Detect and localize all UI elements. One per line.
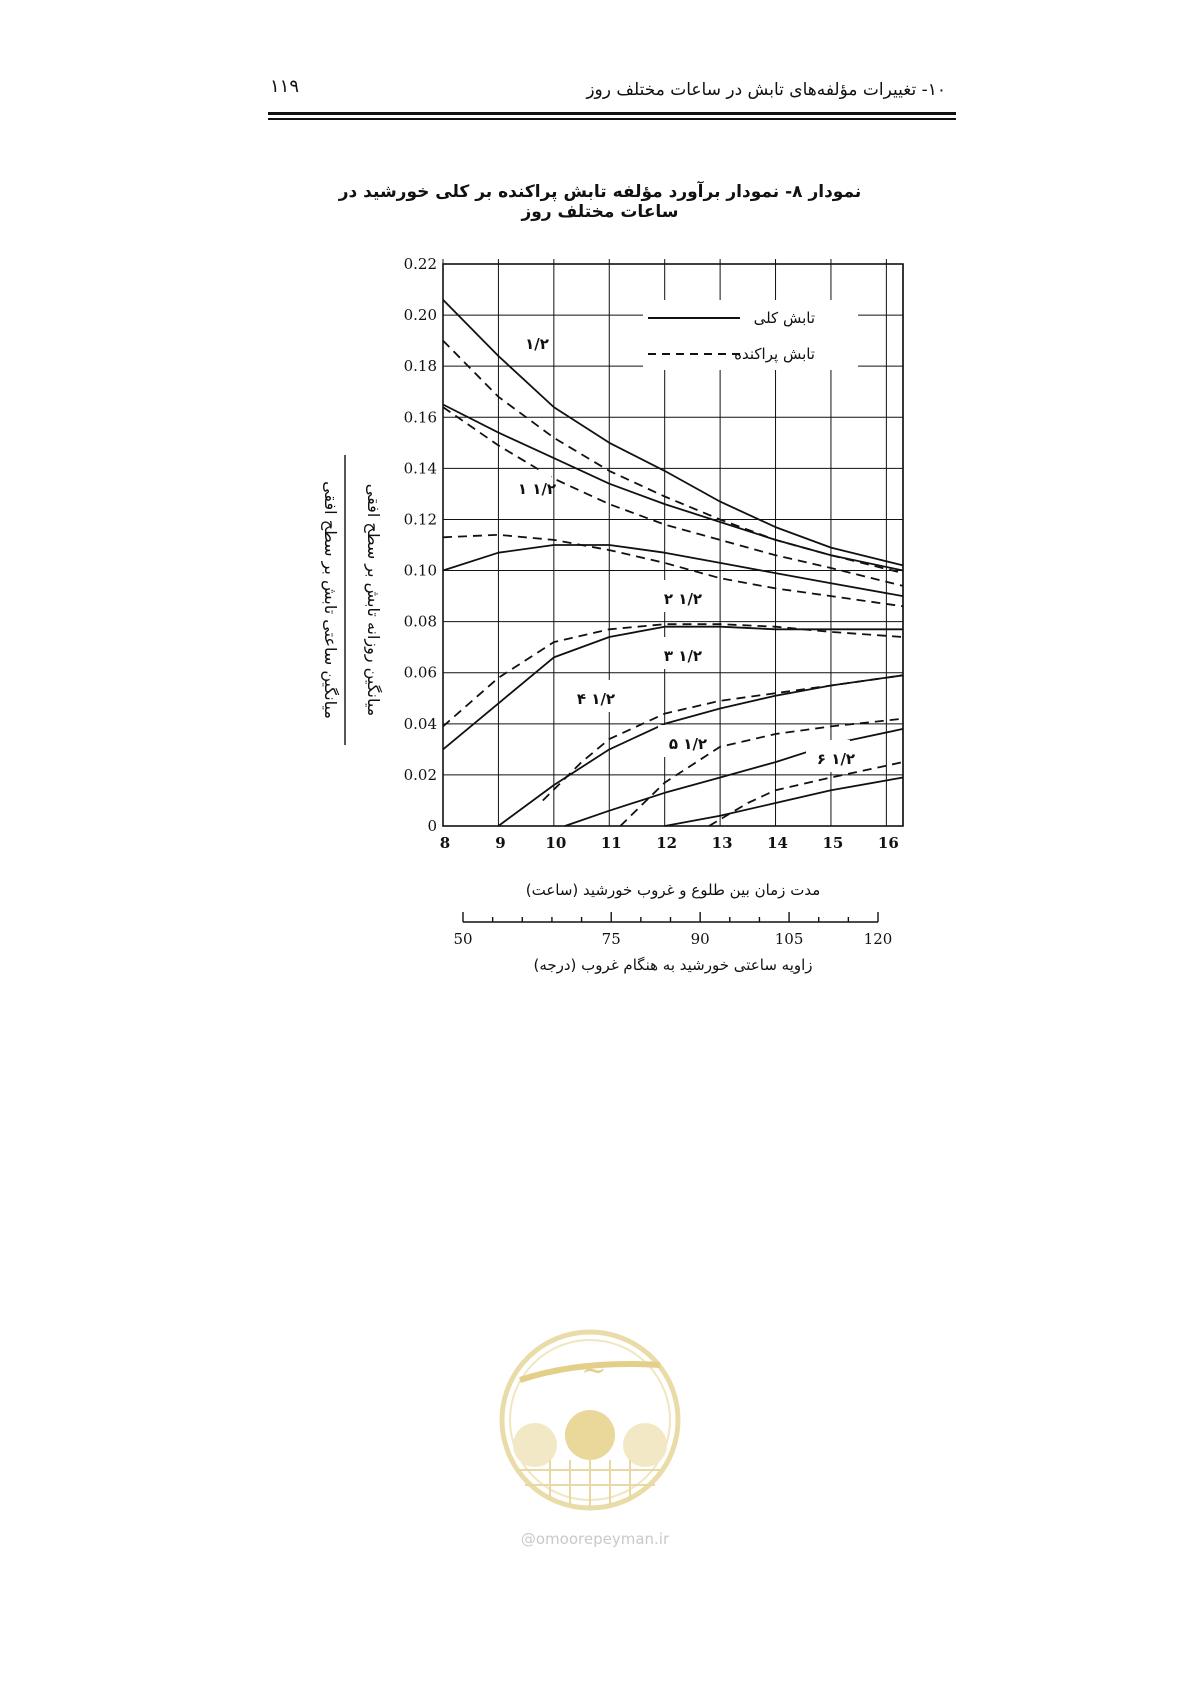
secondary-axis-tick-label: 50 xyxy=(453,930,473,948)
y-tick-label: 0.12 xyxy=(403,510,437,529)
secondary-axis-tick-label: 90 xyxy=(690,930,710,948)
curve-label: ۲ ۱/۲ xyxy=(663,590,703,608)
curve-label: ۵ ۱/۲ xyxy=(668,735,708,753)
x-tick-label: 14 xyxy=(767,834,788,852)
series-line-dashed xyxy=(443,341,903,573)
y-tick-label: 0.14 xyxy=(403,459,437,478)
y-tick-label: 0.18 xyxy=(403,357,437,376)
page-number: ۱۱۹ xyxy=(270,76,300,97)
y-tick-label: 0.02 xyxy=(403,765,437,784)
secondary-axis-tick-label: 75 xyxy=(601,930,621,948)
x-tick-label: 11 xyxy=(600,834,622,852)
curve-label: ۶ ۱/۲ xyxy=(816,750,856,768)
y-tick-label: 0.10 xyxy=(403,561,437,580)
y-tick-label: 0.20 xyxy=(403,306,437,325)
y-axis-title-top: میانگین ساعتی تابش بر سطح افقی xyxy=(321,481,340,719)
legend-label: تابش کلی xyxy=(753,309,815,327)
curve-label: ۴ ۱/۲ xyxy=(576,690,616,708)
svg-text:~: ~ xyxy=(581,1353,607,1388)
y-tick-label: 0.08 xyxy=(403,612,437,631)
watermark-seal-icon xyxy=(490,1325,690,1515)
y-tick-label: 0.04 xyxy=(403,714,437,733)
running-head: ۱۰- تغییرات مؤلفه‌های تابش در ساعات مختلف روز xyxy=(586,80,946,100)
curve-label: ۱/۲ xyxy=(525,335,549,353)
x-tick-label: 8 xyxy=(439,834,451,852)
x-tick-label: 10 xyxy=(545,834,567,852)
secondary-axis-tick-label: 120 xyxy=(863,930,893,948)
y-tick-label: 0.22 xyxy=(403,255,437,273)
watermark-site: @omoorepeyman.ir xyxy=(520,1530,670,1548)
curve-label: ۳ ۱/۲ xyxy=(663,647,703,665)
series-line-solid xyxy=(665,778,903,827)
y-axis-title-bottom: میانگین روزانه تابش بر سطح افقی xyxy=(364,483,383,717)
x-axis-title: مدت زمان بین طلوع و غروب خورشید (ساعت) xyxy=(525,881,821,899)
figure-title: نمودار ۸- نمودار برآورد مؤلفه تابش پراکنده بر کلی خورشید در ساعات مختلف روز xyxy=(338,182,862,222)
secondary-axis-title: زاویه ساعتی خورشید به هنگام غروب (درجه) xyxy=(533,956,813,974)
x-tick-label: 13 xyxy=(711,834,733,852)
x-tick-label: 9 xyxy=(495,834,506,852)
x-tick-label: 12 xyxy=(656,834,678,852)
y-tick-label: 0 xyxy=(427,817,437,835)
x-tick-label: 15 xyxy=(822,834,844,852)
y-tick-label: 0.06 xyxy=(403,663,437,682)
legend-label: تابش پراکنده xyxy=(734,345,815,363)
x-tick-label: 16 xyxy=(877,834,899,852)
y-tick-label: 0.16 xyxy=(403,408,437,427)
secondary-axis-tick-label: 105 xyxy=(774,930,804,948)
curve-label: ۱ ۱/۲ xyxy=(517,480,557,498)
